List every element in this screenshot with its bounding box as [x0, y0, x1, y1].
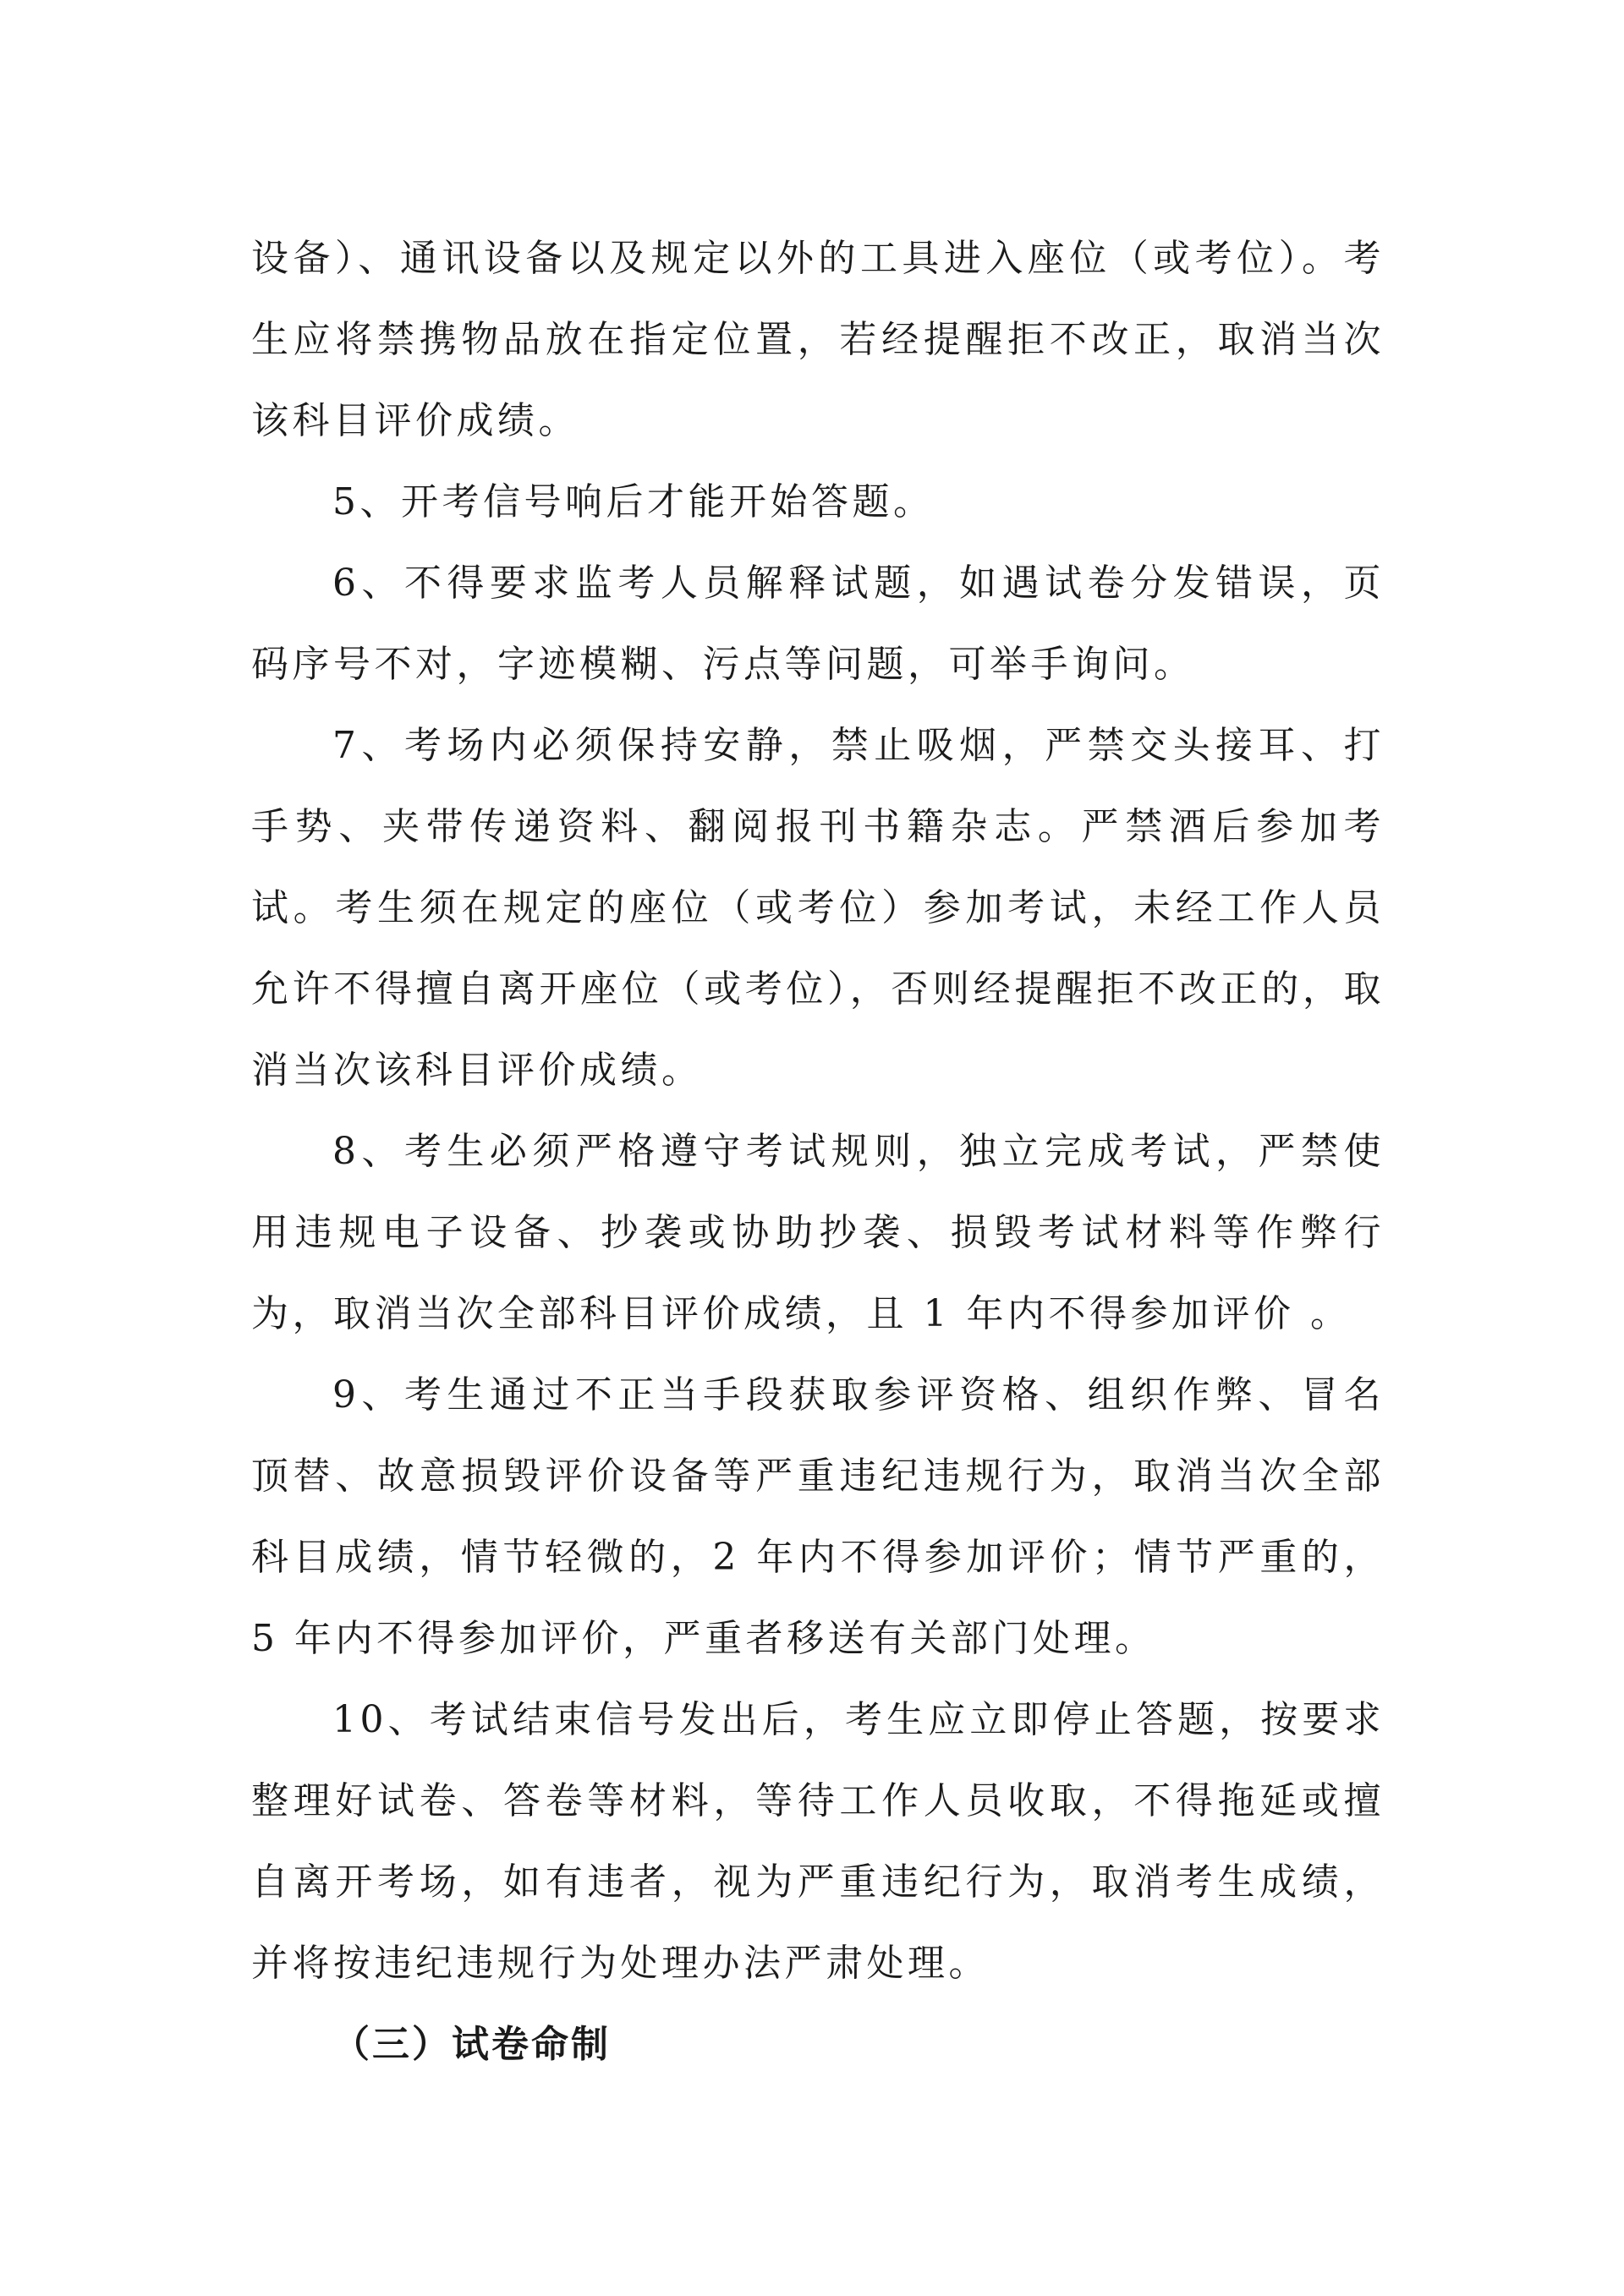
- paragraph-rule-7: 7、考场内必须保持安静，禁止吸烟，严禁交头接耳、打手势、夹带传递资料、翻阅报刊书籍杂志。严禁酒后参加考试。考生须在规定的座位（或考位）参加考试，未经工作人员允许不得擅自离开座位（或考位），否则经提醒拒不改正的，取消当次该科目评价成绩。: [251, 724, 1385, 1092]
- paragraph-rule-10: 10、考试结束信号发出后，考生应立即停止答题，按要求整理好试卷、答卷等材料，等待工作人员收取，不得拖延或擅自离开考场，如有违者，视为严重违纪行为，取消考生成绩，并将按违纪违规行为处理办法严肃处理。: [251, 1698, 1385, 1985]
- paragraph-rule-9: 9、考生通过不正当手段获取参评资格、组织作弊、冒名顶替、故意损毁评价设备等严重违纪违规行为，取消当次全部科目成绩，情节轻微的，2 年内不得参加评价；情节严重的，5 年内不得参加评价，严重者移送有关部门处理。: [251, 1373, 1385, 1660]
- section-heading: （三）试卷命制: [332, 2023, 611, 2066]
- paragraph-rule-5: 5、开考信号响后才能开始答题。: [332, 480, 935, 523]
- paragraph-rule-8: 8、考生必须严格遵守考试规则，独立完成考试，严禁使用违规电子设备、抄袭或协助抄袭、损毁考试材料等作弊行为，取消当次全部科目评价成绩，且 1 年内不得参加评价 。: [251, 1130, 1385, 1335]
- paragraph-continuation: 设备）、通讯设备以及规定以外的工具进入座位（或考位）。考生应将禁携物品放在指定位置，若经提醒拒不改正，取消当次该科目评价成绩。: [251, 237, 1385, 442]
- paragraph-rule-6: 6、不得要求监考人员解释试题，如遇试卷分发错误，页码序号不对，字迹模糊、污点等问题，可举手询问。: [251, 562, 1385, 686]
- document-body: [251, 218, 1385, 2085]
